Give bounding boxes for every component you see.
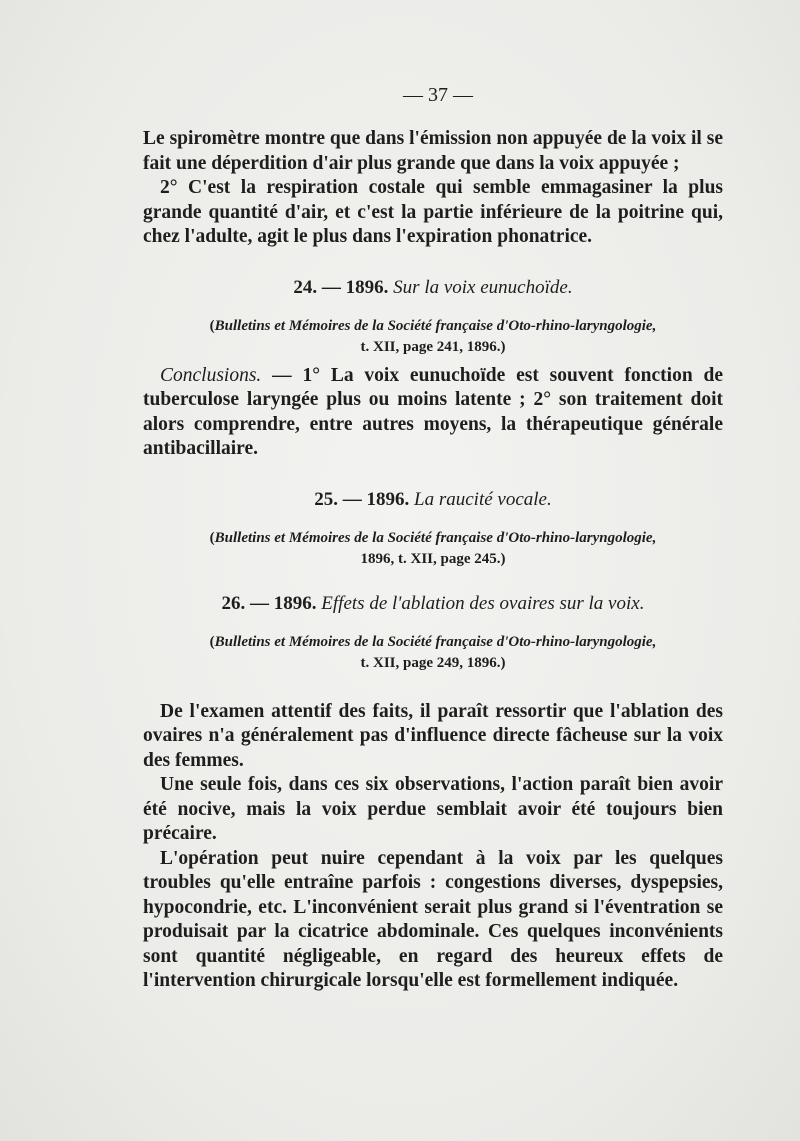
entry-24-number: 24. — 1896. — [293, 276, 389, 298]
entry-25-ref-journal: Bulletins et Mémoires de la Société française d'Oto-rhino-laryngologie, — [214, 529, 657, 546]
entry-25-number: 25. — 1896. — [314, 488, 410, 510]
page-content — [143, 84, 723, 994]
conclusions-text: — 1° La voix eunuchoïde est souvent fonction de tuberculose laryngée plus ou moins latente ; 2° son traitement doit alors comprendre, entre autres moyens, la thérapeutique générale antibacillaire. — [143, 364, 723, 459]
entry-24-ref-open: ( — [209, 317, 215, 334]
entry-24-heading — [143, 276, 723, 300]
entry-26-ref-journal: Bulletins et Mémoires de la Société française d'Oto-rhino-laryngologie, — [214, 633, 657, 650]
conclusions-label: Conclusions. — [160, 364, 262, 386]
intro-paragraph-2: 2° C'est la respiration costale qui semble emmagasiner la plus grande quantité d'air, et c'est la partie inférieure de la poitrine qui, chez l'adulte, agit le plus dans l'expiration phonatrice. — [143, 177, 723, 247]
entry-26-reference — [143, 632, 723, 674]
intro-paragraph-1: Le spiromètre montre que dans l'émission non appuyée de la voix il se fait une déperdition d'air plus grande que dans la voix appuyée ; — [143, 128, 723, 174]
entry-26-title: Effets de l'ablation des ovaires sur la voix. — [321, 592, 645, 614]
entry-25-ref-open: ( — [209, 529, 215, 546]
entry-24-ref-details: t. XII, page 241, 1896.) — [360, 338, 506, 355]
entry-24-reference — [143, 316, 723, 358]
entry-25-ref-details: 1896, t. XII, page 245.) — [360, 550, 506, 567]
entry-25-reference — [143, 528, 723, 570]
conclusions-paragraph — [143, 364, 723, 462]
entry-24-ref-journal: Bulletins et Mémoires de la Société française d'Oto-rhino-laryngologie, — [214, 317, 657, 334]
entry-26-heading — [143, 592, 723, 616]
entry-24-title: Sur la voix eunuchoïde. — [393, 276, 573, 298]
entry-25-heading — [143, 488, 723, 512]
entry-26-ref-open: ( — [209, 633, 215, 650]
body-paragraph-1: De l'examen attentif des faits, il paraît ressortir que l'ablation des ovaires n'a généralement pas d'influence directe fâcheuse sur la voix des femmes. — [143, 700, 723, 771]
page-number: — 37 — — [403, 84, 473, 106]
entry-26-number: 26. — 1896. — [221, 592, 317, 614]
entry-26-ref-details: t. XII, page 249, 1896.) — [360, 654, 506, 671]
entry-25-title: La raucité vocale. — [414, 488, 552, 510]
body-paragraph-3: L'opération peut nuire cependant à la voix par les quelques troubles qu'elle entraîne parfois : congestions diverses, dyspepsies, hypocondrie, etc. L'inconvénient serait plus grand si l'éventration se produisait par la cicatrice abdominale. Ces quelques inconvénients sont quantité négligeable, en regard des heureux effets de l'intervention chirurgicale lorsqu'elle est formellement indiquée. — [143, 847, 723, 991]
body-paragraph-2: Une seule fois, dans ces six observations, l'action paraît bien avoir été nocive, mais la voix perdue semblait avoir été toujours bien précaire. — [143, 774, 723, 844]
